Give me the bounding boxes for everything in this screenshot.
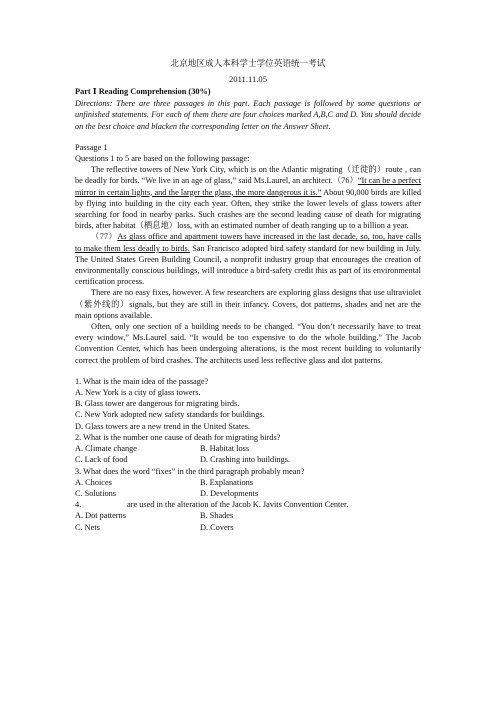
paragraph-2-marker: （77） bbox=[91, 232, 118, 242]
document-title: 北京地区成人本科学士学位英语统一考试 bbox=[170, 58, 326, 68]
question-stem: 2. What is the number one cause of death for migrating birds? bbox=[75, 432, 281, 442]
paragraph-2-text: San Francisco adopted bird safety standard for new building in July. The United States Green Building Council, a nonprofit industry group that encourages the creation of environmentally conscious buildings, will introduce a bird-safety credit this as part of its environmental certification process. bbox=[75, 243, 421, 287]
paragraph-4: Often, only one section of a building needs to be changed. “You don’t necessarily have to treat every window,” Ms.Laurel said. “It would be too expensive to do the whole building.” The Jacob Convention Center, which has been undergoing alterations, is the most recent building to voluntarily correct the problem of bird crashes. The architects used less reflective glass and dot patterns. bbox=[75, 322, 421, 365]
question-number: 4. bbox=[75, 500, 82, 510]
question-2 bbox=[75, 432, 421, 466]
paragraph-3: There are no easy fixes, however. A few researchers are exploring glass designs that use ultraviolet（紫外线的）signals, but they are still in their infancy. Covers, dot patterns, shades and net are the main options available. bbox=[75, 288, 421, 320]
part-heading: Part Ⅰ Reading Comprehension (30%) bbox=[75, 87, 211, 96]
passage-title: Passage 1 bbox=[75, 142, 108, 152]
option-c: C. Nets bbox=[75, 522, 100, 532]
option-d: D. Covers bbox=[200, 522, 234, 532]
option-d: D. Developments bbox=[200, 488, 259, 498]
option-c: C. Solutions bbox=[75, 488, 117, 498]
question-stem-text: are used in the alteration of the Jacob K. Javits Convention Center. bbox=[127, 500, 349, 510]
paragraph-1-text-b: About 90,000 birds are killed by flying into building in the city each year. Often, they strike the lower levels of glass towers after searching for food in nearby parks. Such crashes are the second leading cause of death for migrating birds, after habitat（栖息地）loss, with an estimated number of death ranging up to a billion a year. bbox=[75, 187, 421, 231]
option-b: B. Glass tower are dangerous for migrating birds. bbox=[75, 399, 240, 409]
directions-text: Directions: There are three passages in this part. Each passage is followed by some questions or unfinished statements. For each of them there are four choices marked A,B,C and D. You should decide on the best choice and blacken the corresponding letter on the Answer Sheet. bbox=[75, 99, 421, 131]
question-1 bbox=[75, 376, 421, 432]
option-d: D. Glass towers are a new trend in the United States. bbox=[75, 421, 251, 431]
question-stem bbox=[75, 499, 421, 510]
option-b: B. Habitat loss bbox=[200, 444, 250, 454]
option-c: C. Lack of food bbox=[75, 455, 128, 465]
paragraph-1 bbox=[75, 164, 421, 231]
question-stem: 1. What is the main idea of the passage? bbox=[75, 376, 209, 386]
document-body bbox=[75, 86, 421, 533]
question-3 bbox=[75, 466, 421, 500]
option-a: A. Choices bbox=[75, 477, 112, 487]
question-4 bbox=[75, 499, 421, 533]
option-b: B. Explanations bbox=[200, 477, 254, 487]
question-stem: 3. What does the word “fixes” in the third paragraph probably mean? bbox=[75, 466, 305, 476]
option-b: B. Shades bbox=[200, 511, 234, 521]
option-a: A. Dot patterns bbox=[75, 511, 126, 521]
option-a: A. New York is a city of glass towers. bbox=[75, 388, 201, 398]
option-c: C. New York adopted new safety standards for buildings. bbox=[75, 410, 265, 420]
paragraph-1-text-a: The reflective towers of New York City, which is on the Atlantic migrating（迁徙的）route , can be deadly for birds. “We live in an age of glass,” said Ms.Laurel, an architect.（76） bbox=[75, 165, 421, 186]
answer-blank bbox=[99, 499, 127, 510]
exam-date: 2011.11.05 bbox=[228, 74, 268, 84]
paragraph-2 bbox=[75, 231, 421, 287]
underlined-sentence-76: “It can be a perfect mirror in certain lights, and the larger the glass, the more dangerous it is.” bbox=[75, 176, 422, 197]
underlined-sentence-77: As glass office and apartment towers have increased in the last decade, so, too, have calls to make them less deadly to birds. bbox=[75, 232, 421, 253]
option-d: D. Crashing into buildings. bbox=[200, 455, 291, 465]
passage-intro: Questions 1 to 5 are based on the following passage: bbox=[75, 154, 250, 164]
option-a: A. Climate change bbox=[75, 444, 137, 454]
